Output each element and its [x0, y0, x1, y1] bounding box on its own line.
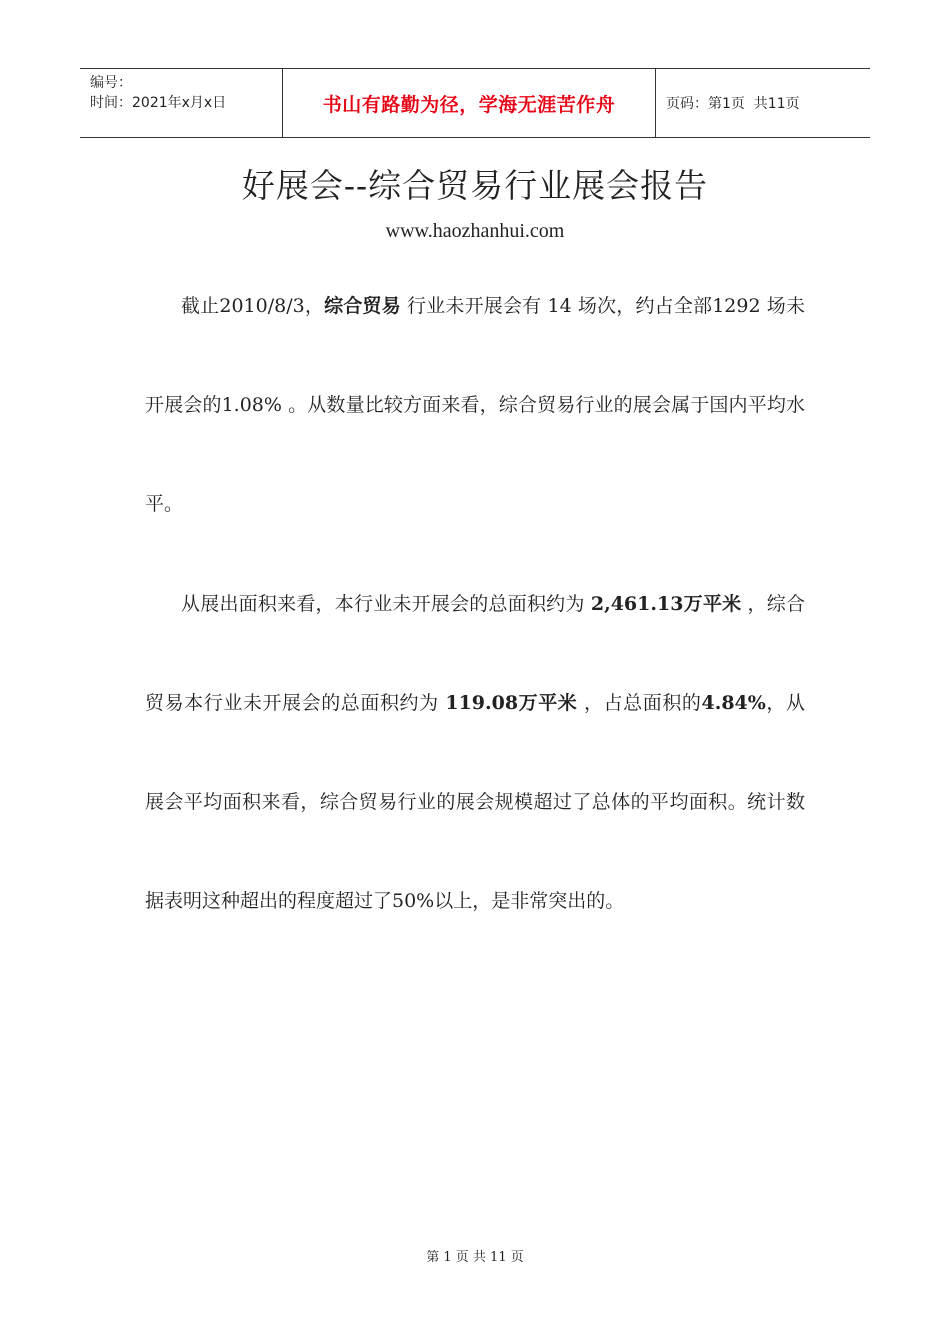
document-title: 好展会--综合贸易行业展会报告 [241, 166, 709, 205]
p2-text-2: ，综合贸易本行业未开展会的总面积约为 [145, 593, 805, 714]
website-url: www.haozhanhui.com [385, 220, 565, 242]
document-header [80, 68, 870, 138]
page-footer: 第 1 页 共 11 页 [426, 1250, 524, 1265]
header-meta [80, 69, 282, 137]
page-info: 页码：第1页 共11页 [666, 96, 800, 112]
p2-bold-total-area: 2,461.13万平米 [590, 593, 742, 615]
p1-bold-industry: 综合贸易 [324, 295, 401, 317]
p2-bold-industry-area: 119.08万平米 [445, 692, 578, 714]
p1-text-2: 行业未开展会有 14 场次，约占全部1292 场未开展会的1.08% 。从数量比较方面来看，综合贸易行业的展会属于国内平均水平。 [145, 295, 805, 515]
p2-bold-share: 4.84% [701, 692, 766, 714]
p2-text-3: ，占总面积的 [577, 692, 702, 714]
date-label: 时间：2021年x月x日 [90, 95, 227, 111]
motto: 书山有路勤为径，学海无涯苦作舟 [322, 93, 616, 116]
header-motto-cell [282, 69, 656, 137]
p1-text-1: 截止2010/8/3， [181, 295, 325, 317]
number-label: 编号： [90, 75, 132, 91]
paragraph-count [145, 257, 805, 554]
p2-text-1: 从展出面积来看，本行业未开展会的总面积约为 [181, 593, 591, 615]
paragraph-area [145, 555, 805, 951]
p2-text-4: ，从展会平均面积来看，综合贸易行业的展会规模超过了总体的平均面积。统计数据表明这种超出的程度超过了50%以上，是非常突出的。 [145, 692, 805, 912]
